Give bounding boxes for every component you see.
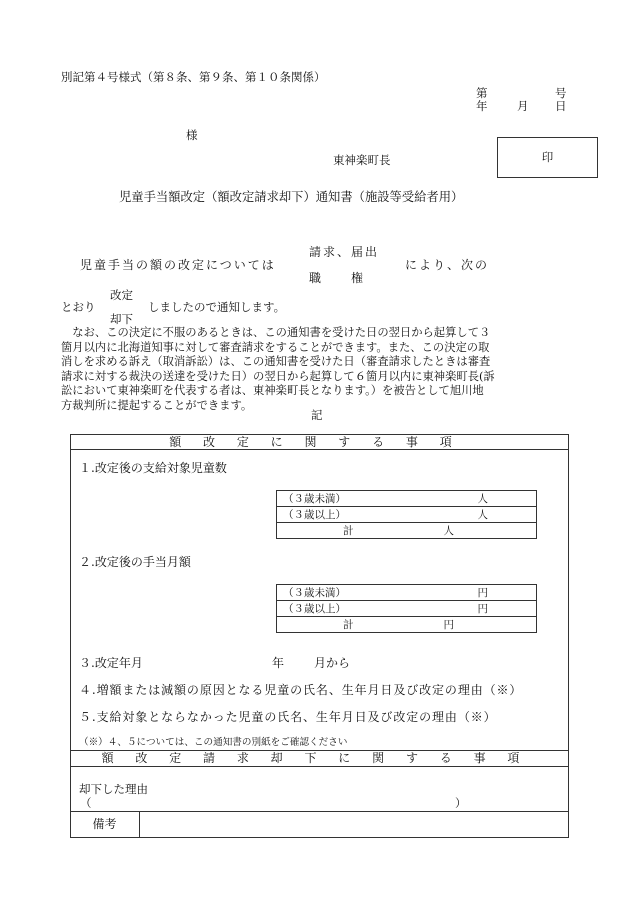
row-label: （３歳以上）	[283, 509, 346, 521]
notice-line: 消しを求める訴え（取消訴訟）は、この通知書を受けた日（審査請求したときは審査	[61, 355, 491, 369]
intro-closing-suffix: しましたので通知します。	[148, 300, 286, 314]
date-day: 日	[555, 99, 567, 113]
issuer: 東神楽町長	[333, 153, 391, 167]
remarks-divider	[70, 811, 569, 812]
row-unit: 円	[443, 619, 454, 631]
row-label: （３歳以上）	[283, 603, 346, 615]
intro-basis-top: 請求、届出	[309, 245, 380, 259]
reason-paren-close: ）	[455, 796, 467, 810]
remarks-label: 備考	[92, 817, 117, 831]
intro-basis-bottom: 職 権	[309, 271, 366, 285]
section2-header-divider	[70, 766, 569, 767]
intro-closing-prefix: とおり	[61, 300, 96, 314]
table-cell	[277, 617, 537, 633]
item3-year: 年	[272, 656, 285, 670]
intro-lead: 児童手当の額の改定については	[80, 258, 276, 272]
notice-paragraph	[61, 326, 575, 414]
row-unit: 人	[477, 493, 488, 505]
note-text: （※）４、５については、この通知書の別紙をご確認ください	[79, 737, 348, 748]
table-row	[277, 507, 537, 523]
children-table	[276, 490, 537, 539]
date-year: 年	[476, 99, 488, 113]
seal-box	[497, 137, 598, 178]
table-cell	[277, 601, 537, 617]
row-unit: 円	[477, 587, 488, 599]
document-title: 児童手当額改定（額改定請求却下）通知書（施設等受給者用）	[119, 190, 464, 204]
notice-line: 請求に対する裁決の送達を受けた日）の翌日から起算して６箇月以内に東神楽町長(訴	[61, 369, 495, 383]
section1-header: 額 改 定 に 関 す る 事 項	[169, 435, 461, 449]
recipient-suffix: 様	[186, 128, 198, 142]
table-cell	[277, 585, 537, 601]
table-row	[277, 491, 537, 507]
reason-paren-open: （	[80, 796, 92, 810]
item1-label: １.改定後の支給対象児童数	[79, 461, 227, 475]
table-row	[277, 617, 537, 633]
seal-label: 印	[541, 150, 554, 164]
date-month: 月	[517, 99, 529, 113]
remarks-column-divider	[139, 811, 140, 838]
notice-line: 方裁判所に提起することができます。	[61, 398, 253, 412]
section1-header-divider	[70, 449, 569, 450]
notice-line: 訟において東神楽町を代表する者は、東神楽町長となります。）を被告として旭川地	[61, 384, 484, 398]
item3-month: 月から	[314, 656, 351, 670]
table-cell	[277, 491, 537, 507]
intro-action-bottom: 却下	[110, 312, 133, 326]
row-unit: 人	[443, 525, 454, 537]
item2-label: ２.改定後の手当月額	[79, 555, 191, 569]
row-label: 計	[343, 525, 354, 537]
intro-follow: により、次の	[405, 258, 490, 272]
row-unit: 人	[477, 509, 488, 521]
reason-label: 却下した理由	[79, 782, 148, 796]
row-unit: 円	[477, 603, 488, 615]
amount-table	[276, 584, 537, 633]
table-row	[277, 523, 537, 539]
notice-line: 箇月以内に北海道知事に対して審査請求をすることができます。また、この決定の取	[61, 340, 490, 354]
row-label: （３歳未満）	[283, 493, 346, 505]
section2-header: 額 改 定 請 求 却 下 に 関 す る 事 項	[101, 751, 529, 765]
form-id: 別記第４号様式（第８条、第９条、第１０条関係）	[61, 70, 326, 84]
table-row	[277, 585, 537, 601]
item5-label: ５.支給対象とならなかった児童の氏名、生年月日及び改定の理由（※）	[79, 710, 497, 724]
row-label: 計	[343, 619, 354, 631]
item4-label: ４.増額または減額の原因となる児童の氏名、生年月日及び改定の理由（※）	[79, 683, 523, 697]
table-row	[277, 601, 537, 617]
item3-label: ３.改定年月	[79, 656, 143, 670]
table-cell	[277, 507, 537, 523]
doc-number-dai: 第	[476, 86, 488, 100]
ki-label: 記	[311, 408, 323, 422]
table-cell	[277, 523, 537, 539]
intro-action-top: 改定	[110, 288, 133, 302]
notice-line: なお、この決定に不服のあるときは、この通知書を受けた日の翌日から起算して３	[61, 326, 491, 339]
row-label: （３歳未満）	[283, 587, 346, 599]
doc-number-go: 号	[555, 86, 567, 100]
